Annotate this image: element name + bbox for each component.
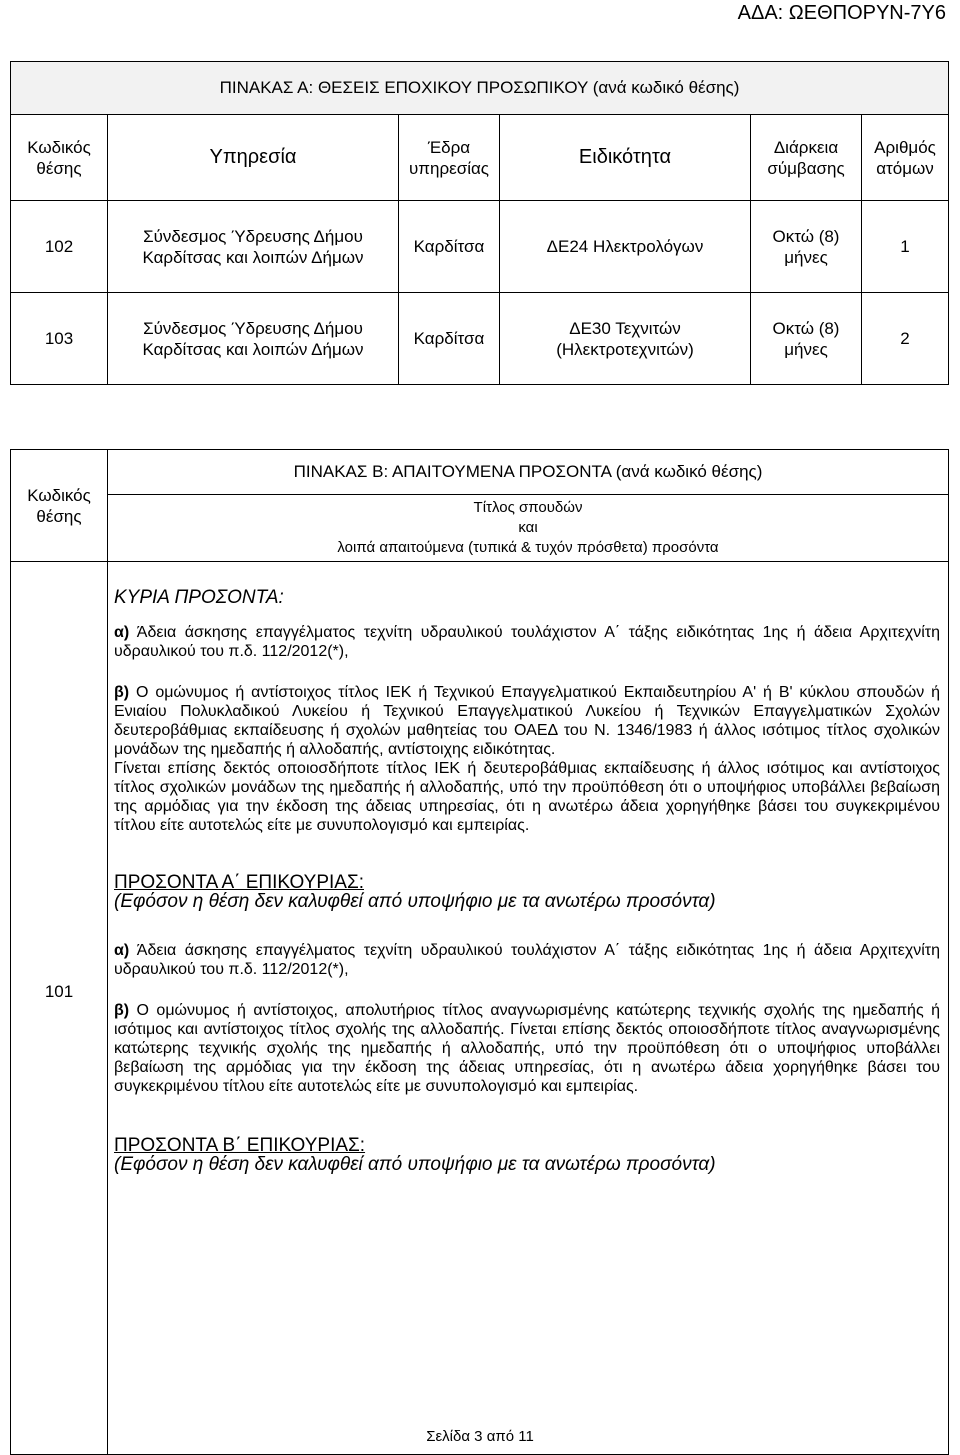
aux-a-subtitle: (Εφόσον η θέση δεν καλυφθεί από υποψήφιο με τα ανωτέρω προσόντα)	[114, 891, 716, 912]
row-service: Σύνδεσμος Ύδρευσης Δήμου Καρδίτσας και λοιπών Δήμων	[108, 201, 399, 293]
aux-b-subtitle: (Εφόσον η θέση δεν καλυφθεί από υποψήφιο με τα ανωτέρω προσόντα)	[114, 1154, 716, 1175]
table-b-title: ΠΙΝΑΚΑΣ Β: ΑΠΑΙΤΟΥΜΕΝΑ ΠΡΟΣΟΝΤΑ (ανά κωδικό θέσης)	[108, 450, 949, 495]
table-b-header-code: Κωδικός θέσης	[11, 450, 108, 562]
header-seat: Έδρα υπηρεσίας	[399, 115, 500, 201]
header-duration: Διάρκεια σύμβασης	[751, 115, 862, 201]
table-b	[10, 449, 949, 1455]
aux-a-qualification-a: α) Άδεια άσκησης επαγγέλματος τεχνίτη υδραυλικού τουλάχιστον Α΄ τάξης ειδικότητας 1ης ή άδεια Αρχιτεχνίτη υδραυλικού του π.δ. 112/2012(*),	[114, 942, 940, 978]
row-service: Σύνδεσμος Ύδρευσης Δήμου Καρδίτσας και λοιπών Δήμων	[108, 293, 399, 385]
page-footer: Σελίδα 3 από 11	[426, 1428, 534, 1445]
aux-a-title: ΠΡΟΣΟΝΤΑ Α΄ ΕΠΙΚΟΥΡΙΑΣ:	[114, 872, 364, 893]
header-count: Αριθμός ατόμων	[862, 115, 949, 201]
aux-b-title: ΠΡΟΣΟΝΤΑ Β΄ ΕΠΙΚΟΥΡΙΑΣ:	[114, 1135, 366, 1156]
row-code: 103	[11, 293, 108, 385]
row-code: 102	[11, 201, 108, 293]
row-seat: Καρδίτσα	[399, 293, 500, 385]
header-specialty: Ειδικότητα	[500, 115, 751, 201]
main-qualification-a: α) Άδεια άσκησης επαγγέλματος τεχνίτη υδραυλικού τουλάχιστον Α΄ τάξης ειδικότητας 1ης ή άδεια Αρχιτεχνίτη υδραυλικού του π.δ. 112/2012(*),	[114, 624, 940, 660]
header-code: Κωδικός θέσης	[11, 115, 108, 201]
main-qualifications-title: ΚΥΡΙΑ ΠΡΟΣΟΝΤΑ:	[114, 587, 284, 608]
row-specialty: ΔΕ30 Τεχνιτών (Ηλεκτροτεχνιτών)	[500, 293, 751, 385]
row-seat: Καρδίτσα	[399, 201, 500, 293]
main-qualification-c: Γίνεται επίσης δεκτός οποιοσδήποτε τίτλος ΙΕΚ ή δευτεροβάθμιας εκπαίδευσης ή άλλος ισότιμος και αντίστοιχος τίτλος σχολικών μονάδων της ημεδαπής ή αλλοδαπής, υπό την προϋπόθεση ότι ο υποψήφιος υποβάλλει βεβαίωση της αρμόδιας για την έκδοση της άδειας υπηρεσίας, ότι η ανωτέρω άδεια χορηγήθηκε βάσει του συγκεκριμένου τίτλου είτε αυτοτελώς είτε με συνυπολογισμό και εμπειρίας.	[114, 760, 940, 834]
ada-code: ΑΔΑ: ΩΕΘΠΟΡΥΝ-7Υ6	[737, 2, 946, 24]
qualifications-cell	[108, 562, 949, 1455]
row-count: 1	[862, 201, 949, 293]
row-specialty: ΔΕ24 Ηλεκτρολόγων	[500, 201, 751, 293]
main-qualification-b: β) Ο ομώνυμος ή αντίστοιχος τίτλος ΙΕΚ ή Τεχνικού Επαγγελματικού Εκπαιδευτηρίου Α' ή Β' κύκλου σπουδών ή Ενιαίου Πολυκλαδικού Λυκείου ή Τεχνικού Επαγγελματικού Λυκείου ή Τεχνικών Επαγγελματικών Σχολών δευτεροβάθμιας εκπαίδευσης ή σχολών μαθητείας του ΟΑΕΔ του Ν. 1346/1983 ή άλλος ισότιμος τίτλος σχολικών μονάδων της ημεδαπής ή αλλοδαπής, αντίστοιχης ειδικότητας.	[114, 684, 940, 758]
table-b-subheader: Τίτλος σπουδών και λοιπά απαιτούμενα (τυπικά & τυχόν πρόσθετα) προσόντα	[108, 495, 949, 562]
table-row	[11, 201, 949, 293]
table-b-row-code: 101	[11, 562, 108, 1455]
row-count: 2	[862, 293, 949, 385]
table-row	[11, 293, 949, 385]
header-service: Υπηρεσία	[108, 115, 399, 201]
table-a	[10, 61, 949, 385]
table-a-header-row	[11, 115, 949, 201]
row-duration: Οκτώ (8) μήνες	[751, 293, 862, 385]
row-duration: Οκτώ (8) μήνες	[751, 201, 862, 293]
table-a-title: ΠΙΝΑΚΑΣ Α: ΘΕΣΕΙΣ ΕΠΟΧΙΚΟΥ ΠΡΟΣΩΠΙΚΟΥ (ανά κωδικό θέσης)	[11, 62, 949, 115]
aux-a-qualification-b: β) Ο ομώνυμος ή αντίστοιχος, απολυτήριος τίτλος αναγνωρισμένης κατώτερης τεχνικής σχολής της ημεδαπής ή ισότιμος και αντίστοιχος τίτλος σχολής της αλλοδαπής. Γίνεται επίσης δεκτός οποιοσδήποτε τίτλος αναγνωρισμένης κατώτερης τεχνικής σχολής της ημεδαπής ή αλλοδαπής, υπό την προϋπόθεση ότι ο υποψήφιος υποβάλλει βεβαίωση της αρμόδιας για την έκδοση της άδειας υπηρεσίας, ότι η ανωτέρω άδεια χορηγήθηκε βάσει του συγκεκριμένου τίτλου είτε αυτοτελώς είτε με συνυπολογισμό και εμπειρίας.	[114, 1002, 940, 1095]
